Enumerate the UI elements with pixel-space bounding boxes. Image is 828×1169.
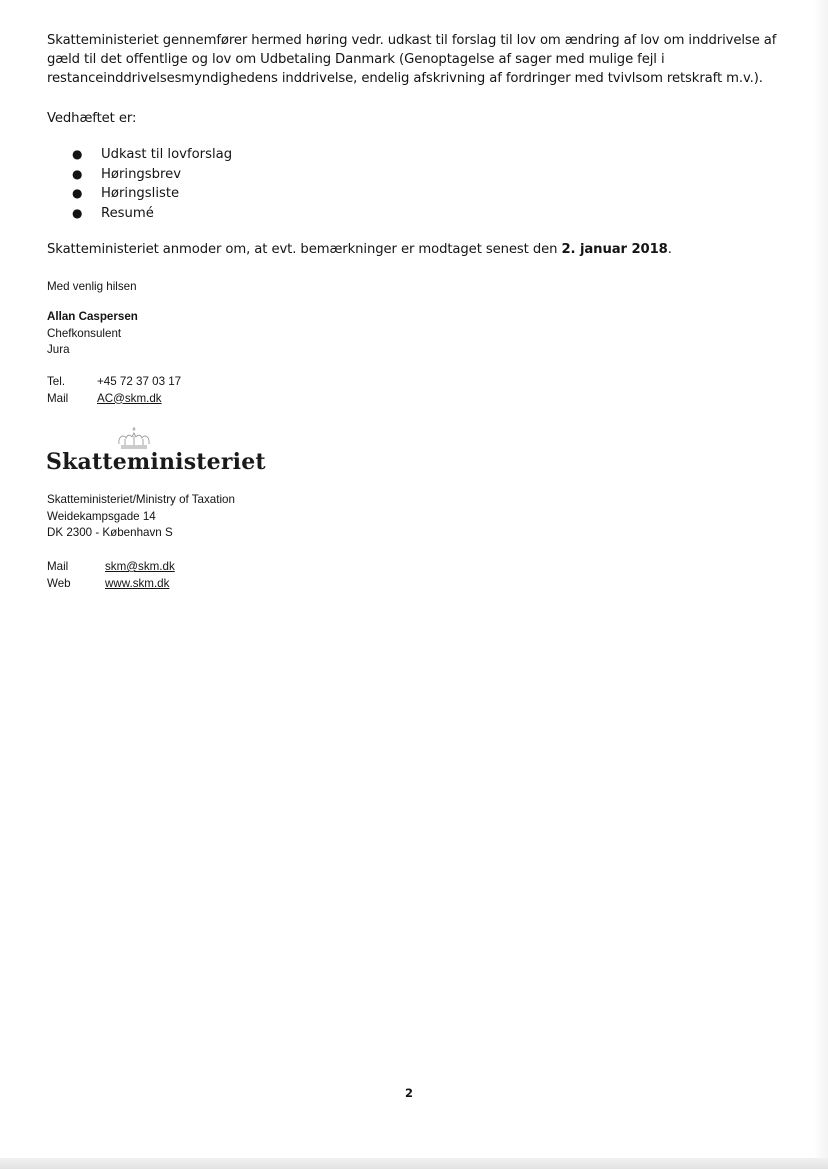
attachment-list (47, 145, 232, 224)
scan-edge-bottom (0, 1158, 828, 1169)
mail-link[interactable]: AC@skm.dk (97, 391, 162, 405)
intro-line-1: Skatteministeriet gennemfører hermed høring vedr. udkast til forslag til lov om ændring af lov om inddrivelse af (47, 33, 777, 48)
address-line-2: Weidekampsgade 14 (47, 509, 156, 523)
ministry-contact (47, 559, 175, 592)
ministry-logo-wordmark: Skatteministeriet (46, 449, 266, 475)
tel-label: Tel. (47, 375, 66, 388)
signatory-title: Chefkonsulent (47, 326, 122, 340)
bullet-icon: ● (72, 186, 83, 201)
mail-label: Mail (47, 391, 69, 405)
org-mail-link[interactable]: skm@skm.dk (105, 560, 175, 573)
bullet-icon: ● (72, 147, 83, 161)
ministry-address (47, 492, 235, 542)
tel-value: +45 72 37 03 17 (97, 375, 182, 388)
list-item: ● Høringsliste (47, 184, 232, 204)
signature-block (47, 309, 138, 359)
scan-edge-right (814, 0, 828, 1169)
signatory-department: Jura (47, 343, 70, 357)
greeting: Med venlig hilsen (47, 280, 137, 293)
list-item: ● Udkast til lovforslag (47, 145, 232, 165)
intro-line-2: gæld til det offentlige og lov om Udbetaling Danmark (Genoptagelse af sager med mulige fejl i (47, 52, 665, 67)
bullet-icon: ● (72, 166, 83, 181)
address-line-1: Skatteministeriet/Ministry of Taxation (47, 493, 235, 506)
personal-contact (47, 374, 181, 407)
intro-line-3: restanceinddrivelsesmyndighedens inddrivelse, endelig afskrivning af fordringer med tvivlsom retskraft m.v.). (47, 71, 763, 86)
intro-paragraph (47, 31, 777, 88)
request-paragraph: Skatteministeriet anmoder om, at evt. bemærkninger er modtaget senest den 2. januar 2018. (47, 242, 672, 257)
signatory-name: Allan Caspersen (47, 310, 138, 323)
page-number: 2 (405, 1086, 414, 1100)
org-web-link[interactable]: www.skm.dk (105, 576, 170, 590)
list-item: ● Resumé (47, 204, 232, 224)
attached-heading: Vedhæftet er: (47, 111, 137, 126)
address-line-3: DK 2300 - København S (47, 526, 173, 540)
bullet-icon: ● (72, 206, 83, 221)
org-mail-label: Mail (47, 560, 69, 573)
deadline-date: 2. januar 2018 (561, 242, 668, 257)
list-item: ● Høringsbrev (47, 165, 232, 185)
org-web-label: Web (47, 576, 71, 590)
